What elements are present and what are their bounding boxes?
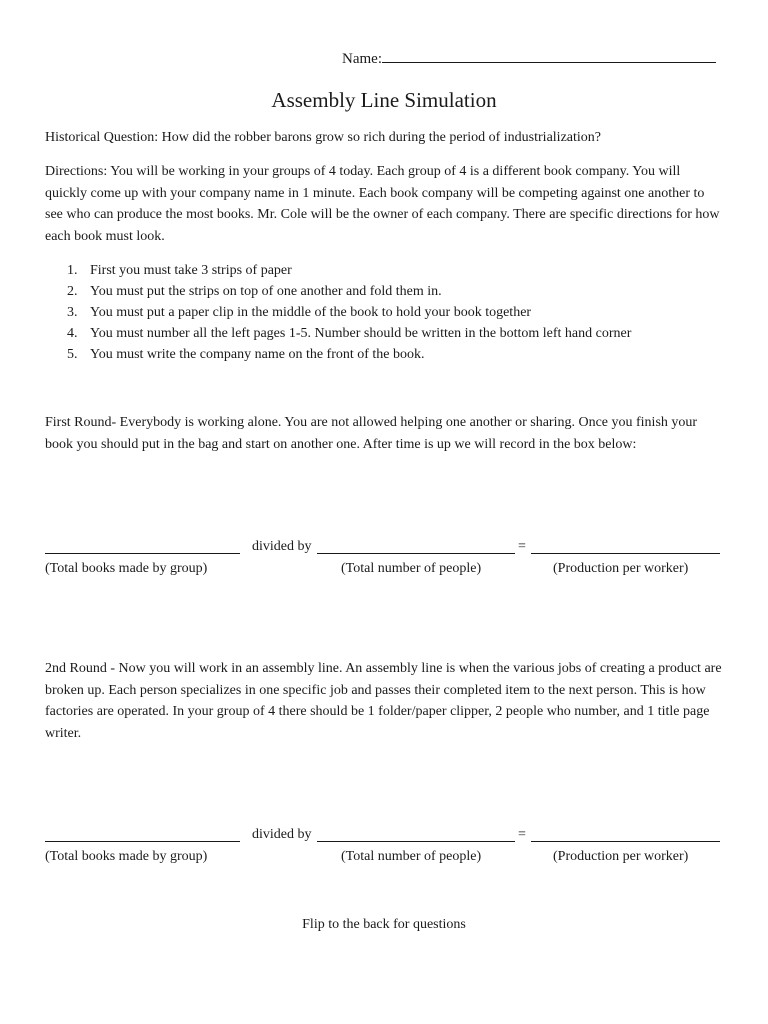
step-text: First you must take 3 strips of paper [90,263,292,278]
step-text: You must write the company name on the front of the book. [90,347,425,362]
page-title: Assembly Line Simulation [271,88,497,112]
round1-production-blank[interactable] [531,553,720,554]
round1-calc-row [45,537,725,557]
label-total-people: (Total number of people) [341,561,482,576]
step-number: 2. [67,284,78,299]
step-text: You must number all the left pages 1-5. Number should be written in the bottom left hand corner [90,326,632,341]
step-item [45,302,735,323]
round1-total-books-blank[interactable] [45,553,240,554]
name-label: Name: [342,51,382,67]
name-blank-line [382,47,716,63]
equals-sign: = [518,827,526,842]
round1-paragraph: First Round- Everybody is working alone. You are not allowed helping one another or sharing. Once you finish your book you should put in the bag and start on another one. After time is up we will record in the box below: [45,415,698,452]
divided-by-text: divided by [252,827,312,842]
name-field-row [342,47,716,69]
label-production: (Production per worker) [553,849,689,864]
step-item [45,260,735,281]
divided-by-text: divided by [252,539,312,554]
round2-labels-row [45,846,725,868]
label-production: (Production per worker) [553,561,689,576]
round2-calc-row [45,825,725,845]
steps-list [45,260,735,365]
step-item [45,323,735,344]
round2-paragraph: 2nd Round - Now you will work in an assembly line. An assembly line is when the various jobs of creating a product are broken up. Each person specializes in one specific job and passes their completed item to the next person. This is how factories are operated. In your group of 4 there should be 1 folder/paper clipper, 2 people who number, and 1 title page writer. [45,661,722,741]
round2-production-blank[interactable] [531,841,720,842]
equals-sign: = [518,539,526,554]
label-total-people: (Total number of people) [341,849,482,864]
directions-paragraph: Directions: You will be working in your groups of 4 today. Each group of 4 is a different book company. You will quickly come up with your company name in 1 minute. Each book company will be competing against one another to see who can produce the most books. Mr. Cole will be the owner of each company. There are specific directions for how each book must look. [45,164,720,244]
flip-note: Flip to the back for questions [302,917,466,932]
step-item [45,281,735,302]
step-text: You must put the strips on top of one another and fold them in. [90,284,442,299]
round1-total-people-blank[interactable] [317,553,515,554]
step-number: 5. [67,347,78,362]
label-total-books: (Total books made by group) [45,561,208,576]
label-total-books: (Total books made by group) [45,849,208,864]
step-number: 3. [67,305,78,320]
round2-total-people-blank[interactable] [317,841,515,842]
step-number: 1. [67,263,78,278]
round2-total-books-blank[interactable] [45,841,240,842]
round1-labels-row [45,558,725,580]
step-text: You must put a paper clip in the middle of the book to hold your book together [90,305,532,320]
step-item [45,344,735,365]
historical-question: Historical Question: How did the robber barons grow so rich during the period of industrialization? [45,130,601,145]
step-number: 4. [67,326,78,341]
